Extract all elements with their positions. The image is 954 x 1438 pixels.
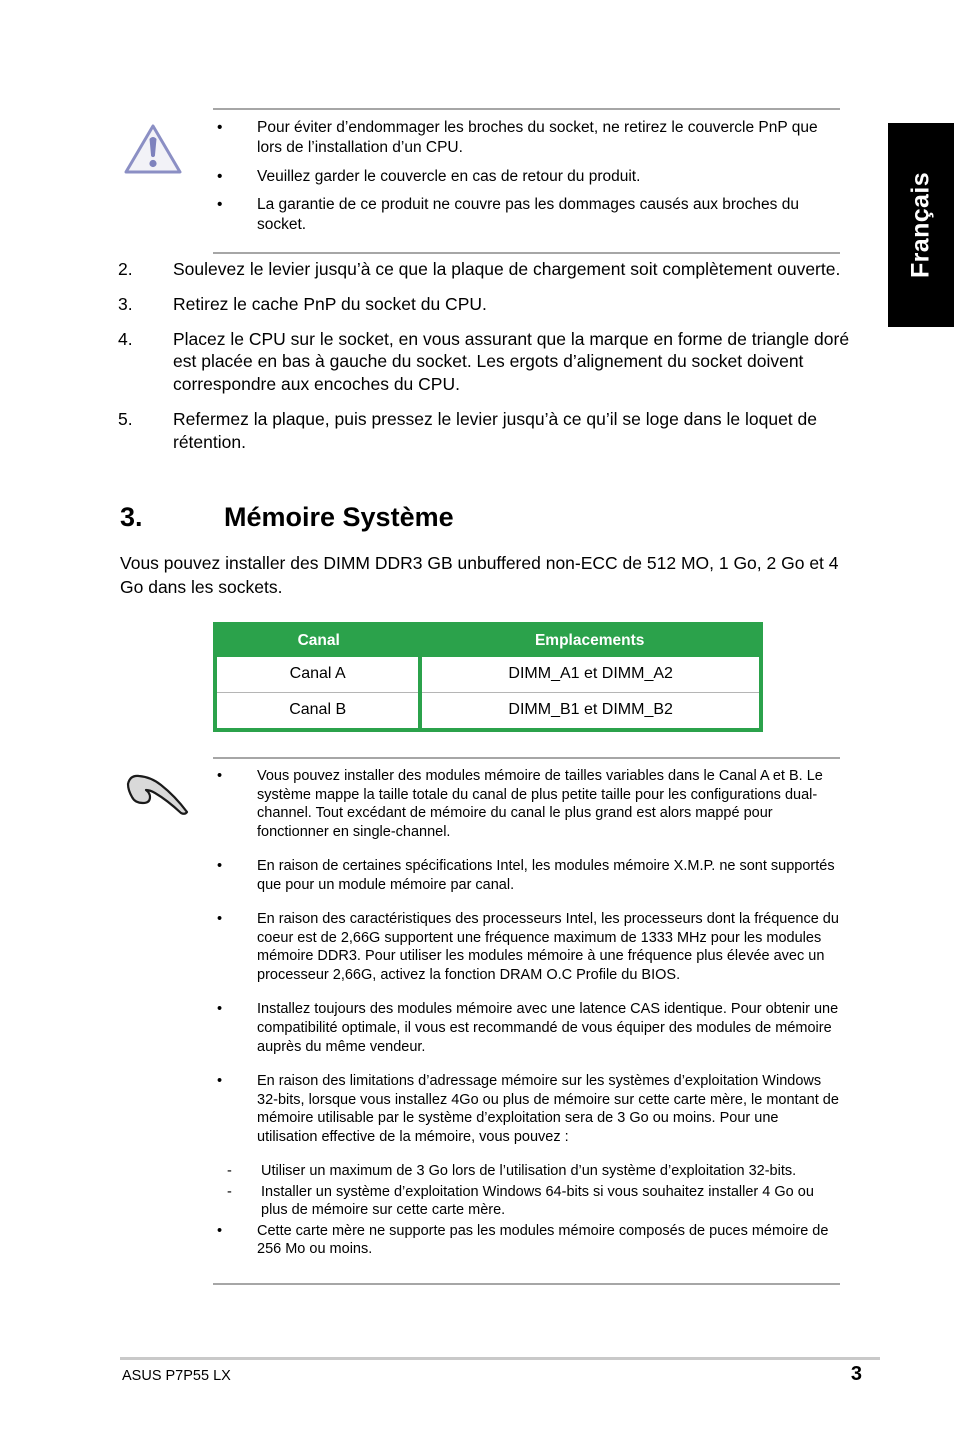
bullet-text: En raison des caractéristiques des processeurs Intel, les processeurs dont la fréquence du coeur est de 2,66G supportent une fréquence maximum de 1333 MHz pour les modules mémoire DDR3. Pour utiliser les modules mémoire à une fréquence plus élevée avec un processeur 2,66G, activez la fonction DRAM O.C Profile du BIOS. — [257, 911, 839, 983]
list-item — [213, 1000, 840, 1056]
table-header-emplacements: Emplacements — [420, 624, 761, 657]
list-item — [213, 1072, 840, 1146]
warning-triangle-icon — [118, 118, 213, 178]
warning-bullet-list — [213, 118, 840, 244]
table-cell-emplacements: DIMM_B1 et DIMM_B2 — [420, 693, 761, 731]
language-tab-label: Français — [906, 171, 935, 279]
step-text: Refermez la plaque, puis pressez le levier jusqu’à ce qu’il se loge dans le loquet de rétention. — [173, 408, 817, 452]
pointing-hand-note-icon-svg — [122, 771, 194, 827]
bullet-marker: • — [217, 119, 223, 136]
step-text: Soulevez le levier jusqu’à ce que la plaque de chargement soit complètement ouverte. — [173, 259, 841, 279]
sub-list-text: Installer un système d’exploitation Windows 64-bits si vous souhaitez installer 4 Go ou plus de mémoire sur cette carte mère. — [261, 1183, 814, 1219]
procedure-step — [118, 293, 858, 316]
footer-rule — [120, 1357, 880, 1360]
procedure-step — [118, 328, 858, 396]
note-sub-list — [213, 1162, 840, 1220]
list-item — [213, 167, 840, 187]
note-callout — [118, 757, 840, 1285]
bullet-marker: • — [217, 1073, 223, 1090]
dimm-channel-table — [213, 622, 763, 732]
step-number: 4. — [118, 328, 133, 349]
procedure-step — [118, 408, 858, 454]
footer-page-number: 3 — [850, 1363, 862, 1385]
section-intro-paragraph: Vous pouvez installer des DIMM DDR3 GB unbuffered non-ECC de 512 MO, 1 Go, 2 Go et 4 Go dans les sockets. — [120, 553, 839, 597]
table-row — [215, 657, 761, 693]
language-side-tab — [888, 123, 954, 327]
section-title: Mémoire Système — [224, 502, 454, 532]
table-row — [215, 693, 761, 731]
step-text: Placez le CPU sur le socket, en vous assurant que la marque en forme de triangle doré est placée en bas à gauche du socket. Les ergots d’alignement du socket doivent correspondre aux encoches du CPU. — [173, 328, 850, 394]
bullet-marker: • — [217, 1222, 223, 1239]
bullet-marker: • — [217, 1001, 223, 1018]
pointing-hand-note-icon — [118, 767, 213, 827]
list-item — [213, 910, 840, 984]
bullet-text: Installez toujours des modules mémoire avec une latence CAS identique. Pour obtenir une compatibilité optimale, il vous est recommandé de vous équiper des modules de mémoire auprès du même vendeur. — [257, 1001, 839, 1055]
warning-triangle-icon-svg — [122, 122, 184, 178]
bullet-text: Veuillez garder le couvercle en cas de retour du produit. — [257, 167, 641, 185]
section-number: 3. — [120, 502, 143, 532]
list-item — [213, 857, 840, 894]
bullet-text: Cette carte mère ne supporte pas les modules mémoire composés de puces mémoire de 256 Mo ou moins. — [257, 1222, 829, 1258]
bullet-marker: • — [217, 911, 223, 928]
table-body — [215, 657, 761, 730]
sub-list-item — [213, 1183, 840, 1220]
sub-list-text: Utiliser un maximum de 3 Go lors de l’utilisation d’un système d’exploitation 32-bits. — [261, 1163, 797, 1180]
note-bottom-rule — [213, 1283, 840, 1285]
list-item — [213, 767, 840, 841]
note-bullet-list — [213, 767, 840, 1275]
step-number: 5. — [118, 408, 133, 429]
table-cell-emplacements: DIMM_A1 et DIMM_A2 — [420, 657, 761, 693]
table-header-row — [215, 624, 761, 657]
bullet-text: Pour éviter d’endommager les broches du socket, ne retirez le couvercle PnP que lors de l’installation d’un CPU. — [257, 119, 818, 156]
step-number: 2. — [118, 259, 133, 279]
procedure-step-list — [118, 258, 858, 465]
bullet-marker: • — [217, 858, 223, 875]
dash-marker: - — [227, 1163, 232, 1180]
step-number: 3. — [118, 293, 133, 314]
step-text: Retirez le cache PnP du socket du CPU. — [173, 293, 487, 314]
list-item — [213, 1222, 840, 1259]
table-cell-canal: Canal A — [215, 657, 420, 693]
bullet-marker: • — [217, 196, 223, 214]
list-item — [213, 195, 840, 235]
bullet-text: En raison de certaines spécifications Intel, les modules mémoire X.M.P. ne sont supportés que pour un module mémoire par canal. — [257, 858, 835, 893]
bullet-marker: • — [217, 167, 223, 185]
list-item — [213, 118, 840, 158]
table-header-canal: Canal — [215, 624, 420, 657]
warning-callout — [118, 108, 840, 254]
bullet-text: Vous pouvez installer des modules mémoire de tailles variables dans le Canal A et B. Le système mappe la taille totale du canal de plus petite taille pour les configurations dual-channel. Tout excédant de mémoire du canal le plus grand est alors mappé pour fonctionner en single-channel. — [257, 768, 823, 840]
footer-product-name: ASUS P7P55 LX — [122, 1368, 231, 1384]
dash-marker: - — [227, 1183, 232, 1200]
callout-bottom-rule — [213, 252, 840, 254]
bullet-text: La garantie de ce produit ne couvre pas les dommages causés aux broches du socket. — [257, 196, 799, 234]
procedure-step — [118, 258, 858, 281]
bullet-text: En raison des limitations d’adressage mémoire sur les systèmes d’exploitation Windows 32-bits, lorsque vous installez 4Go ou plus de mémoire sur cette carte mère, le montant de mémoire utilisable par le système d’exploitation sera de 3 Go ou moins. Pour une utilisation effective de la mémoire, vous pouvez : — [257, 1073, 839, 1145]
bullet-marker: • — [217, 768, 223, 784]
table-cell-canal: Canal B — [215, 693, 420, 731]
sub-list-item — [213, 1162, 840, 1181]
section-heading — [120, 502, 454, 533]
